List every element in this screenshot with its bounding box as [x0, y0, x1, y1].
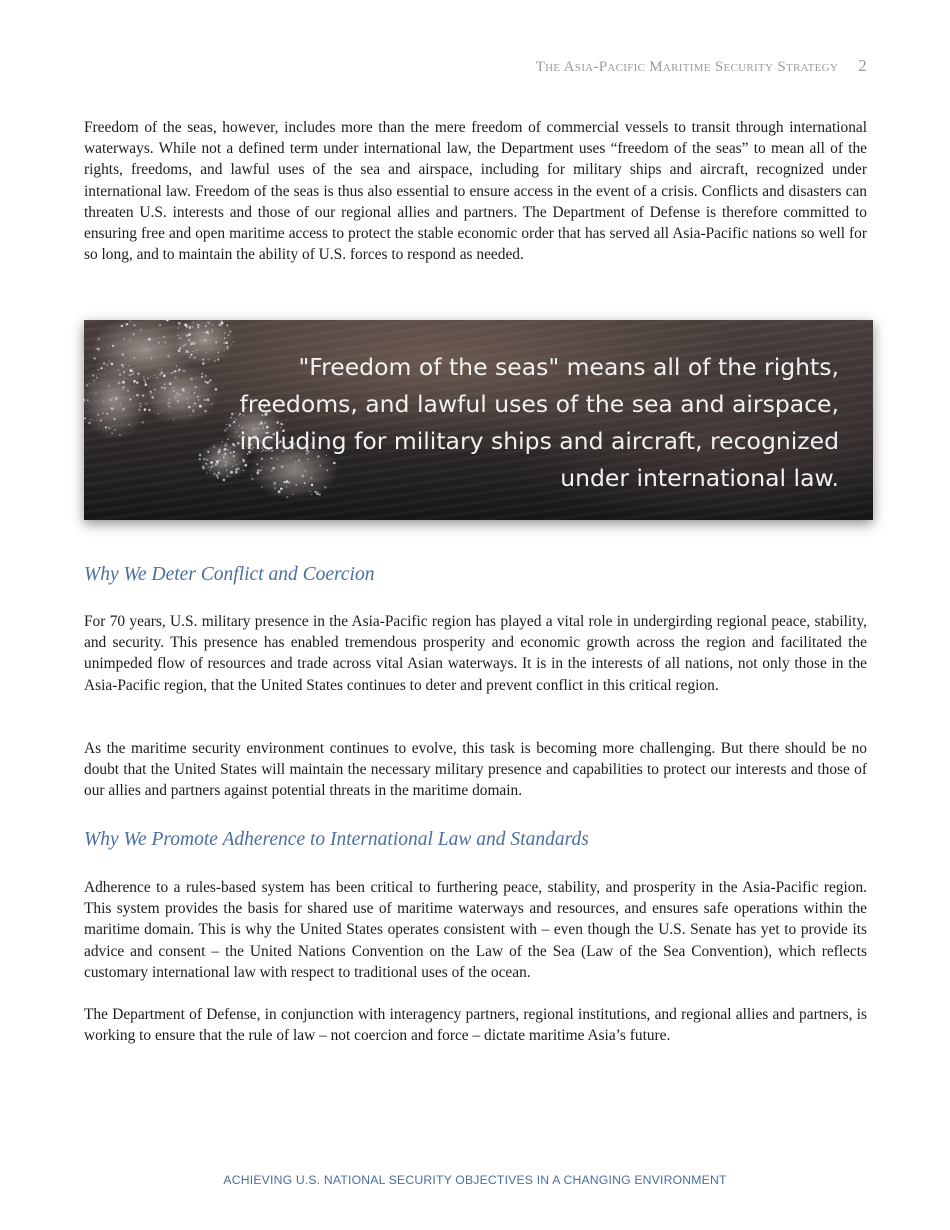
section-heading-law: Why We Promote Adherence to International Law and Standards — [84, 829, 589, 850]
running-title: The Asia-Pacific Maritime Security Strategy — [535, 59, 839, 75]
law-paragraph-2: The Department of Defense, in conjunction with interagency partners, regional institutions, and regional allies and partners, is working to ensure that the rule of law – not coercion and force – dictate maritime Asia’s future. — [84, 1006, 867, 1045]
deter-paragraph-2: As the maritime security environment continues to evolve, this task is becoming more challenging. But there should be no doubt that the United States will maintain the necessary military presence and capabilities to protect our interests and those of our allies and partners against potential threats in the maritime domain. — [84, 740, 867, 800]
running-footer: ACHIEVING U.S. NATIONAL SECURITY OBJECTIVES IN A CHANGING ENVIRONMENT — [223, 1173, 727, 1187]
deter-paragraph-1: For 70 years, U.S. military presence in the Asia-Pacific region has played a vital role in undergirding regional peace, stability, and security. This presence has enabled tremendous prosperity and economic growth across the region and facilitated the unimpeded flow of resources and trade across vital Asian waterways. It is in the interests of all nations, not only those in the Asia-Pacific region, that the United States continues to deter and prevent conflict in this critical region. — [84, 613, 867, 694]
page-number: 2 — [858, 56, 867, 75]
banner-quote: "Freedom of the seas" means all of the rights, freedoms, and lawful uses of the sea and airspace, including for military ships and aircraft, recognized under international law. — [239, 353, 839, 492]
quote-banner — [84, 320, 873, 520]
law-paragraph-1: Adherence to a rules-based system has been critical to furthering peace, stability, and prosperity in the Asia-Pacific region. This system provides the basis for shared use of maritime waterways and resources, and ensures safe operations within the maritime domain. This is why the United States operates consistent with – even though the U.S. Senate has yet to provide its advice and consent – the United Nations Convention on the Law of the Sea (Law of the Sea Convention), which reflects customary international law with respect to traditional uses of the ocean. — [84, 879, 867, 981]
intro-paragraph: Freedom of the seas, however, includes more than the mere freedom of commercial vessels to transit through international waterways. While not a defined term under international law, the Department uses “freedom of the seas” to mean all of the rights, freedoms, and lawful uses of the sea and airspace, including for military ships and aircraft, recognized under international law. Freedom of the seas is thus also essential to ensure access in the event of a crisis. Conflicts and disasters can threaten U.S. interests and those of our regional allies and partners. The Department of Defense is therefore committed to ensuring free and open maritime access to protect the stable economic order that has served all Asia-Pacific nations so well for so long, and to maintain the ability of U.S. forces to respond as needed. — [84, 119, 867, 264]
section-heading-deter: Why We Deter Conflict and Coercion — [84, 564, 375, 585]
running-header — [536, 56, 867, 76]
